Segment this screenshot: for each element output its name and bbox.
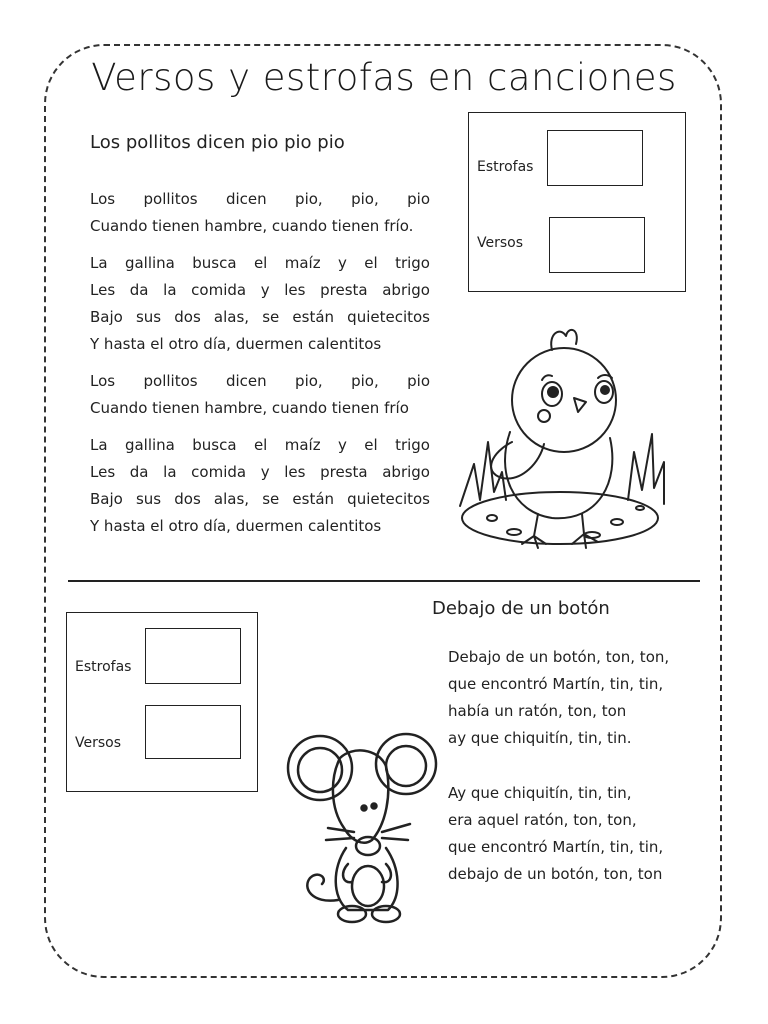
stanza <box>90 186 430 240</box>
versos-label: Versos <box>477 235 524 251</box>
verse-line: Cuando tienen hambre, cuando tienen frío. <box>90 217 414 235</box>
lyrics-boton <box>448 644 698 898</box>
verse-line: La gallina busca el maíz y el trigo <box>90 254 430 272</box>
stanza <box>90 250 430 358</box>
stanza <box>90 368 430 422</box>
verse-line: era aquel ratón, ton, ton, <box>448 811 637 829</box>
mouse-illustration <box>282 728 438 928</box>
stanza <box>448 780 698 888</box>
verse-line: Cuando tienen hambre, cuando tienen frío <box>90 399 409 417</box>
versos-answer-field[interactable] <box>549 217 645 273</box>
verse-line: Y hasta el otro día, duermen calentitos <box>90 335 382 353</box>
verse-line: Y hasta el otro día, duermen calentitos <box>90 517 382 535</box>
song-title-pollitos: Los pollitos dicen pio pio pio <box>90 132 345 153</box>
verse-line: ay que chiquitín, tin, tin. <box>448 729 632 747</box>
verse-line: Bajo sus dos alas, se están quietecitos <box>90 308 430 326</box>
verse-line: Debajo de un botón, ton, ton, <box>448 648 670 666</box>
versos-answer-field[interactable] <box>145 705 241 759</box>
estrofas-label: Estrofas <box>75 659 132 675</box>
verse-line: Ay que chiquitín, tin, tin, <box>448 784 632 802</box>
stanza <box>90 432 430 540</box>
page-title: Versos y estrofas en canciones <box>91 56 677 99</box>
versos-label: Versos <box>75 735 122 751</box>
stanza <box>448 644 698 752</box>
estrofas-answer-field[interactable] <box>145 628 241 684</box>
count-box-pollitos <box>468 112 686 292</box>
song-title-boton: Debajo de un botón <box>432 598 610 619</box>
verse-line: Les da la comida y les presta abrigo <box>90 463 430 481</box>
verse-line: Bajo sus dos alas, se están quietecitos <box>90 490 430 508</box>
estrofas-label: Estrofas <box>477 159 534 175</box>
count-box-boton <box>66 612 258 792</box>
lyrics-pollitos <box>90 186 430 550</box>
verse-line: que encontró Martín, tin, tin, <box>448 675 664 693</box>
estrofas-answer-field[interactable] <box>547 130 643 186</box>
verse-line: La gallina busca el maíz y el trigo <box>90 436 430 454</box>
verse-line: había un ratón, ton, ton <box>448 702 627 720</box>
chick-illustration <box>452 322 674 552</box>
verse-line: Les da la comida y les presta abrigo <box>90 281 430 299</box>
section-divider <box>68 580 700 582</box>
verse-line: que encontró Martín, tin, tin, <box>448 838 664 856</box>
verse-line: Los pollitos dicen pio, pio, pio <box>90 372 430 390</box>
verse-line: Los pollitos dicen pio, pio, pio <box>90 190 430 208</box>
verse-line: debajo de un botón, ton, ton <box>448 865 663 883</box>
